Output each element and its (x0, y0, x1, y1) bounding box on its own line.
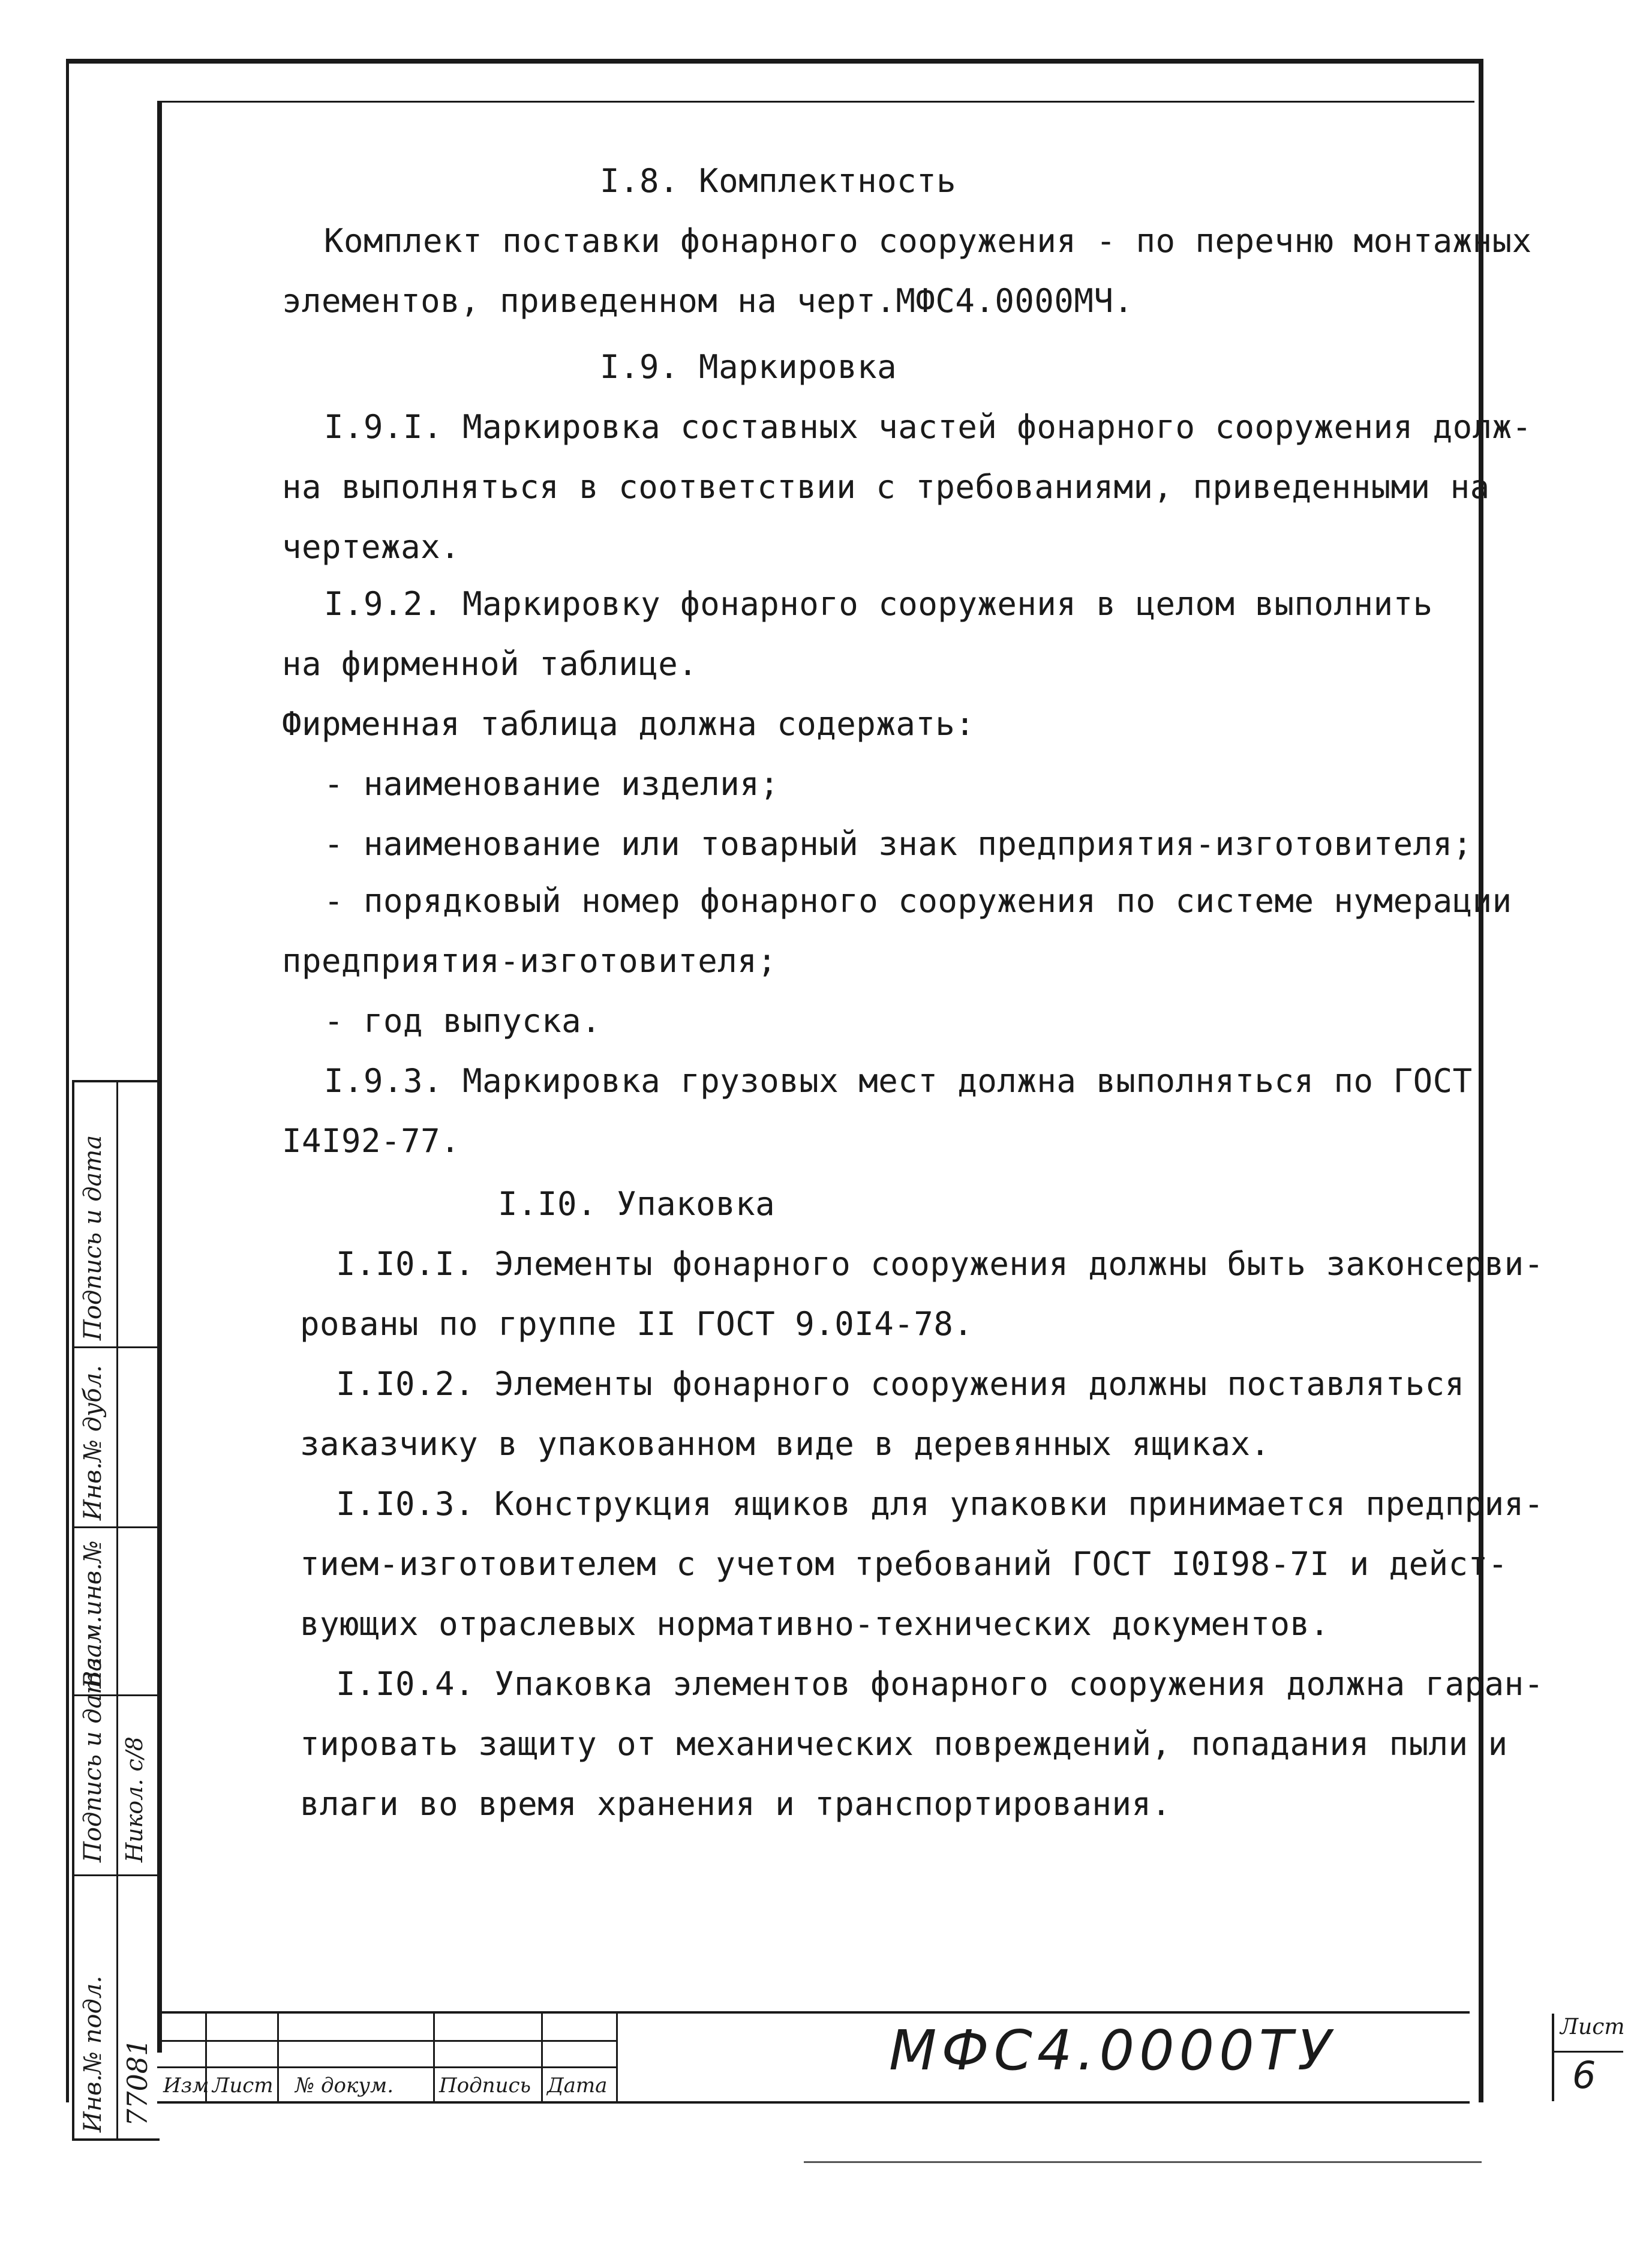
label-izm: Изм (163, 2074, 209, 2098)
paragraph-line: вующих отраслевых нормативно-технических документов. (300, 1605, 1330, 1643)
side-label-signature-date-2: Подпись и дата (79, 1135, 107, 1340)
paragraph-line: I.I0.4. Упаковка элементов фонарного сооружения должна гаран- (336, 1665, 1544, 1703)
side-divider (74, 1346, 160, 1348)
paragraph-line: I.9.2. Маркировку фонарного сооружения в целом выполнить (324, 585, 1433, 623)
paragraph-line: на выполняться в соответствии с требованиями, приведенными на (282, 468, 1490, 506)
paragraph-line: элементов, приведенном на черт.МФС4.0000МЧ. (282, 282, 1134, 320)
paragraph-line: предприятия-изготовителя; (282, 942, 777, 980)
revision-table (157, 2014, 616, 2101)
paragraph-line: I.9.3. Маркировка грузовых мест должна выполняться по ГОСТ (324, 1062, 1473, 1100)
side-stamp (72, 1080, 160, 2141)
side-label-inv-orig: Инв.№ подл. (79, 1975, 107, 2132)
paragraph-line: тировать защиту от механических повреждений, попадания пыли и (300, 1725, 1508, 1763)
list-item: - год выпуска. (324, 1002, 602, 1040)
label-list: Лист (212, 2074, 274, 2098)
side-divider (74, 1874, 160, 1876)
label-signature: Подпись (439, 2074, 531, 2098)
sheet-number: 6 (1572, 2053, 1596, 2097)
label-date: Дата (547, 2074, 608, 2098)
paragraph-line: I.I0.I. Элементы фонарного сооружения должны быть законсерви- (336, 1245, 1544, 1283)
heading-1-9: I.9. Маркировка (600, 348, 897, 386)
side-divider (74, 1526, 160, 1528)
title-block (157, 2011, 1625, 2104)
revision-col-line (433, 2014, 435, 2101)
revision-row-line (157, 2066, 616, 2068)
sheet-box (1552, 2014, 1623, 2101)
side-label-replacement-inv: Взам.инв.№ (79, 1540, 107, 1688)
heading-1-10: I.I0. Упаковка (498, 1185, 776, 1223)
paragraph-line: влаги во время хранения и транспортирования. (300, 1785, 1172, 1823)
side-label-signature-date: Подпись и дата (79, 1657, 107, 1862)
bottom-rule (804, 2161, 1482, 2163)
heading-1-8: I.8. Комплектность (600, 162, 957, 200)
side-label-inv-dup: Инв.№ дубл. (79, 1365, 107, 1520)
list-item: - наименование или товарный знак предприятия-изготовителя; (324, 825, 1473, 863)
list-item: - порядковый номер фонарного сооружения по системе нумерации (324, 882, 1512, 920)
label-doc-number: № докум. (295, 2074, 394, 2098)
paragraph-line: тием-изготовителем с учетом требований ГОСТ I0I98-7I и дейст- (300, 1545, 1508, 1583)
paragraph-line: Фирменная таблица должна содержать: (282, 705, 975, 743)
paragraph-line: I.9.I. Маркировка составных частей фонарного сооружения долж- (324, 408, 1532, 446)
list-item: - наименование изделия; (324, 765, 780, 803)
paragraph-line: I.I0.3. Конструкция ящиков для упаковки принимается предприя- (336, 1485, 1544, 1523)
revision-col-line (541, 2014, 543, 2101)
side-inv-number: 77081 (121, 2038, 154, 2126)
sheet-label: Лист (1560, 2015, 1625, 2039)
paragraph-line: Комплект поставки фонарного сооружения - по перечню монтажных (324, 222, 1532, 260)
paragraph-line: рованы по группе II ГОСТ 9.0I4-78. (300, 1305, 974, 1343)
paragraph-line: I4I92-77. (282, 1122, 461, 1160)
paragraph-line: чертежах. (282, 528, 461, 566)
revision-col-line (277, 2014, 279, 2101)
paragraph-line: заказчику в упакованном виде в деревянных ящиках. (300, 1425, 1270, 1463)
revision-col-line (616, 2014, 618, 2101)
side-signature: Никол. с/8 (121, 1736, 148, 1862)
paragraph-line: на фирменной таблице. (282, 645, 698, 683)
sheet-divider (1554, 2051, 1623, 2053)
paragraph-line: I.I0.2. Элементы фонарного сооружения должны поставляться (336, 1365, 1465, 1403)
revision-row-line (157, 2040, 616, 2042)
document-code: МФС4.0000ТУ (889, 2018, 1336, 2083)
